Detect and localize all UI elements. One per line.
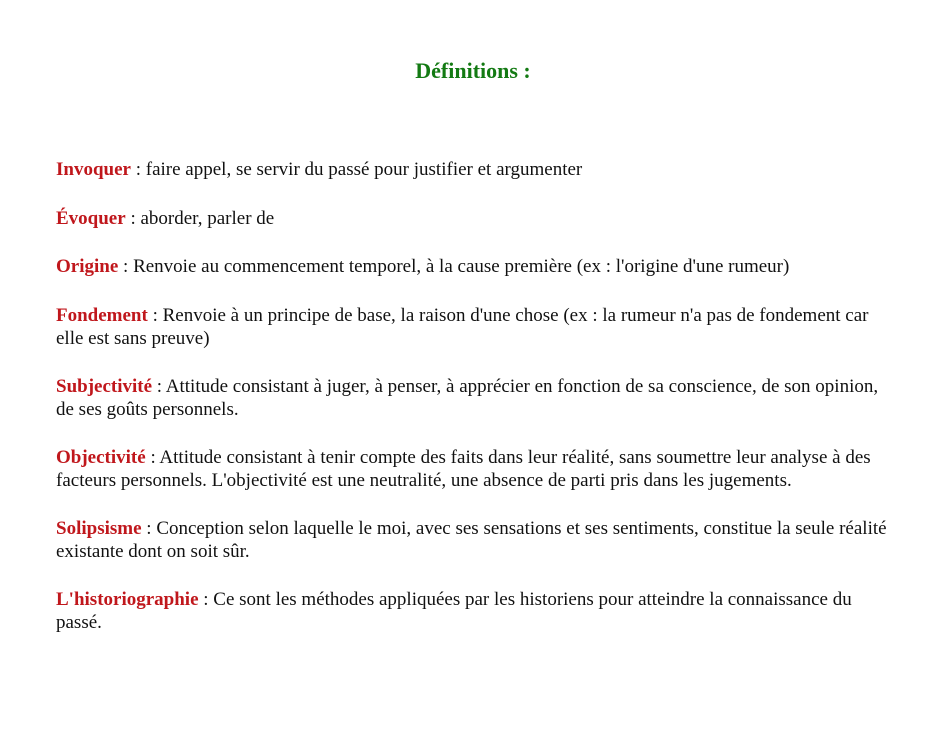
definition-text: Renvoie au commencement temporel, à la cause première (ex : l'origine d'une rumeur) (133, 256, 790, 277)
definition-item: Subjectivité : Attitude consistant à juger, à penser, à apprécier en fonction de sa conscience, de son opinion, de ses goûts personnels. (56, 375, 879, 420)
definition-text: Ce sont les méthodes appliquées par les historiens pour atteindre la connaissance du passé. (56, 588, 852, 633)
definition-item: L'historiographie : Ce sont les méthodes appliquées par les historiens pour atteindre la connaissance du passé. (56, 588, 852, 633)
definition-term: Solipsisme (56, 517, 142, 539)
definition-item: Origine : Renvoie au commencement temporel, à la cause première (ex : l'origine d'une rumeur) (56, 256, 790, 277)
definition-item: Invoquer : faire appel, se servir du passé pour justifier et argumenter (56, 159, 583, 180)
definition-text: Attitude consistant à juger, à penser, à apprécier en fonction de sa conscience, de son opinion, de ses goûts personnels. (56, 375, 879, 420)
definition-item: Objectivité : Attitude consistant à tenir compte des faits dans leur réalité, sans soumettre leur analyse à des facteurs personnels. L'objectivité est une neutralité, une absence de parti pris dans les jugements. (56, 446, 871, 491)
definition-term: Origine (56, 256, 119, 277)
definition-text: aborder, parler de (140, 207, 275, 229)
definitions-list (56, 158, 896, 635)
page-title: Définitions : (415, 58, 531, 83)
definition-text: faire appel, se servir du passé pour justifier et argumenter (145, 159, 583, 180)
definition-term: Invoquer (56, 159, 131, 180)
definition-text: Conception selon laquelle le moi, avec ses sensations et ses sentiments, constitue la seule réalité existante dont on soit sûr. (56, 517, 887, 562)
definition-term: Objectivité (56, 446, 146, 468)
definition-term: L'historiographie (56, 588, 199, 610)
definition-text: Attitude consistant à tenir compte des faits dans leur réalité, sans soumettre leur analyse à des facteurs personnels. L'objectivité est une neutralité, une absence de parti pris dans les jugements. (56, 446, 871, 491)
definition-term: Évoquer (56, 207, 126, 229)
definition-term: Fondement (56, 304, 148, 326)
definition-term: Subjectivité (56, 375, 153, 397)
definition-item: Solipsisme : Conception selon laquelle le moi, avec ses sensations et ses sentiments, constitue la seule réalité existante dont on soit sûr. (56, 517, 887, 562)
definition-item: Évoquer : aborder, parler de (56, 207, 275, 229)
definition-item: Fondement : Renvoie à un principe de base, la raison d'une chose (ex : la rumeur n'a pas de fondement car elle est sans preuve) (56, 304, 869, 349)
definition-text: Renvoie à un principe de base, la raison d'une chose (ex : la rumeur n'a pas de fondement car elle est sans preuve) (56, 304, 869, 349)
